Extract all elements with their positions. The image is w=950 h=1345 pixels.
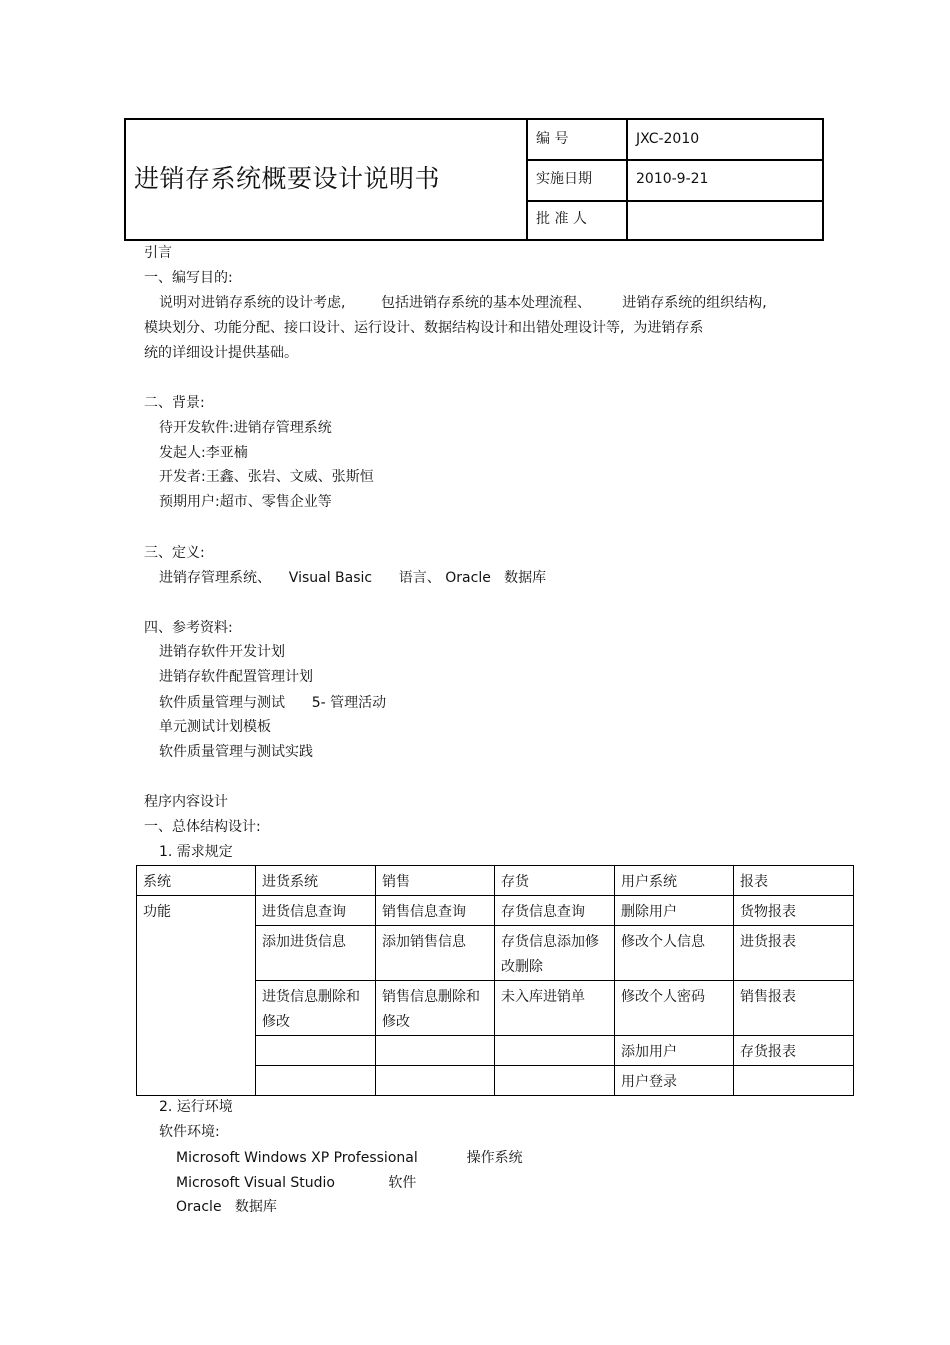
reference-item: 软件质量管理与测试实践 — [159, 744, 313, 760]
reference-item: 单元测试计划模板 — [159, 719, 271, 735]
table-header-cell: 报表 — [734, 866, 854, 896]
table-cell: 删除用户 — [615, 896, 734, 926]
meta-value-number: JXC-2010 — [636, 131, 700, 147]
table-cell: 存货信息查询 — [495, 896, 615, 926]
table-cell — [495, 1066, 615, 1096]
table-cell: 销售信息删除和修改 — [376, 981, 495, 1036]
requirements-table — [136, 865, 854, 1096]
header-row-divider — [526, 200, 822, 202]
table-header-cell: 存货 — [495, 866, 615, 896]
requirements-heading: 1. 需求规定 — [159, 844, 233, 860]
background-line: 发起人:李亚楠 — [159, 445, 248, 461]
table-cell: 用户登录 — [615, 1066, 734, 1096]
meta-label-date: 实施日期 — [536, 171, 592, 187]
document-header-block — [124, 118, 824, 241]
table-row — [137, 896, 854, 926]
table-cell: 进货报表 — [734, 926, 854, 981]
purpose-line: 说明对进销存系统的设计考虑, 包括进销存系统的基本处理流程、 进销存系统的组织结构, — [159, 295, 767, 311]
meta-label-approver: 批 准 人 — [536, 211, 587, 227]
structure-heading: 一、总体结构设计: — [144, 819, 261, 835]
reference-item: 进销存软件配置管理计划 — [159, 669, 313, 685]
table-cell: 存货信息添加修改删除 — [495, 926, 615, 981]
environment-heading: 2. 运行环境 — [159, 1099, 233, 1115]
header-divider — [626, 120, 628, 239]
document-title: 进销存系统概要设计说明书 — [134, 164, 441, 193]
table-cell: 存货报表 — [734, 1036, 854, 1066]
purpose-line: 模块划分、功能分配、接口设计、运行设计、数据结构设计和出错处理设计等, 为进销存系 — [144, 320, 704, 336]
definition-heading: 三、定义: — [144, 545, 205, 561]
reference-item: 软件质量管理与测试 5- 管理活动 — [159, 695, 387, 711]
reference-item: 进销存软件开发计划 — [159, 644, 285, 660]
table-cell — [376, 1036, 495, 1066]
table-header-cell: 进货系统 — [256, 866, 376, 896]
table-cell: 添加用户 — [615, 1036, 734, 1066]
table-cell — [734, 1066, 854, 1096]
table-row-label: 功能 — [137, 896, 256, 1096]
table-header-cell: 销售 — [376, 866, 495, 896]
table-cell — [376, 1066, 495, 1096]
table-cell: 进货信息查询 — [256, 896, 376, 926]
table-cell: 进货信息删除和修改 — [256, 981, 376, 1036]
background-line: 预期用户:超市、零售企业等 — [159, 494, 332, 510]
purpose-line: 统的详细设计提供基础。 — [144, 345, 298, 361]
purpose-heading: 一、编写目的: — [144, 270, 233, 286]
section-heading-intro: 引言 — [144, 245, 172, 261]
table-cell: 添加销售信息 — [376, 926, 495, 981]
reference-heading: 四、参考资料: — [144, 620, 233, 636]
design-heading: 程序内容设计 — [144, 794, 228, 810]
table-cell: 添加进货信息 — [256, 926, 376, 981]
background-line: 待开发软件:进销存管理系统 — [159, 420, 332, 436]
meta-label-number: 编 号 — [536, 131, 569, 147]
env-line: Oracle 数据库 — [176, 1199, 277, 1215]
table-header-cell: 系统 — [137, 866, 256, 896]
background-heading: 二、背景: — [144, 395, 205, 411]
meta-value-date: 2010-9-21 — [636, 171, 709, 187]
table-header-cell: 用户系统 — [615, 866, 734, 896]
header-divider — [526, 120, 528, 239]
env-line: Microsoft Windows XP Professional 操作系统 — [176, 1150, 523, 1166]
table-cell: 货物报表 — [734, 896, 854, 926]
table-header-row — [137, 866, 854, 896]
table-cell: 修改个人信息 — [615, 926, 734, 981]
table-cell — [256, 1066, 376, 1096]
background-line: 开发者:王鑫、张岩、文威、张斯恒 — [159, 469, 374, 485]
software-env-label: 软件环境: — [159, 1124, 220, 1140]
env-line: Microsoft Visual Studio 软件 — [176, 1175, 417, 1191]
table-cell: 修改个人密码 — [615, 981, 734, 1036]
table-cell — [495, 1036, 615, 1066]
title-cell — [126, 120, 526, 239]
definition-line: 进销存管理系统、 Visual Basic 语言、 Oracle 数据库 — [159, 570, 547, 586]
table-cell: 未入库进销单 — [495, 981, 615, 1036]
header-row-divider — [526, 159, 822, 161]
table-cell: 销售报表 — [734, 981, 854, 1036]
table-cell: 销售信息查询 — [376, 896, 495, 926]
table-cell — [256, 1036, 376, 1066]
